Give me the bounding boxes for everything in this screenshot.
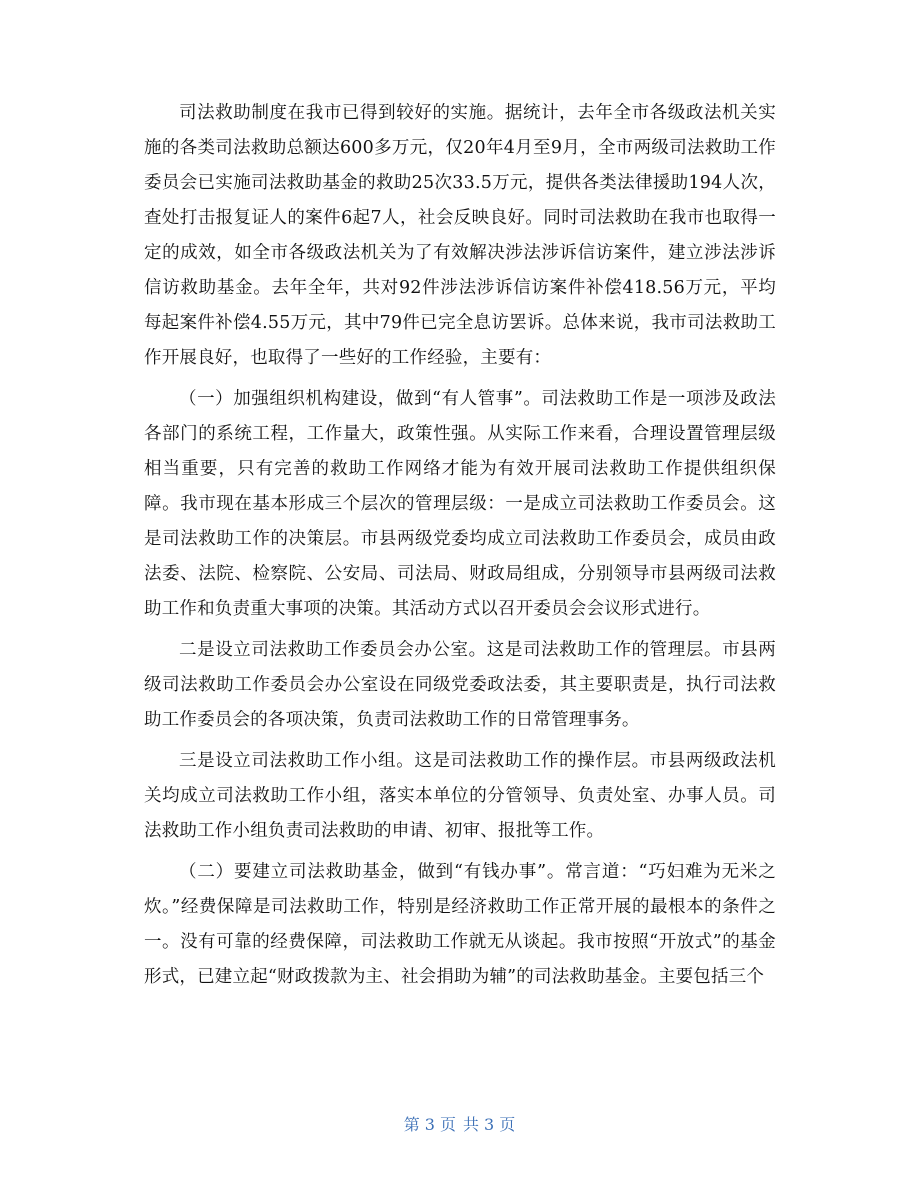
paragraph-2: （一）加强组织机构建设，做到“有人管事”。司法救助工作是一项涉及政法各部门的系统工程，工作量大，政策性强。从实际工作来看，合理设置管理层级相当重要，只有完善的救助工作网络才能为有效开展司法救助工作提供组织保障。我市现在基本形成三个层次的管理层级：一是成立司法救助工作委员会。这是司法救助工作的决策层。市县两级党委均成立司法救助工作委员会，成员由政法委、法院、检察院、公安局、司法局、财政局组成，分别领导市县两级司法救助工作和负责重大事项的决策。其活动方式以召开委员会会议形式进行。 bbox=[144, 389, 776, 619]
footer-suffix: 页 bbox=[499, 1115, 517, 1134]
paragraph-1: 司法救助制度在我市已得到较好的实施。据统计，去年全市各级政法机关实施的各类司法救助总额达600多万元，仅20年4月至9月，全市两级司法救助工作委员会已实施司法救助基金的救助25次33.5万元，提供各类法律援助194人次，查处打击报复证人的案件6起7人，社会反映良好。同时司法救助在我市也取得一定的成效，如全市各级政法机关为了有效解决涉法涉诉信访案件，建立涉法涉诉信访救助基金。去年全年，共对92件涉法涉诉信访案件补偿418.56万元，平均每起案件补偿4.55万元，其中79件已完全息访罢诉。总体来说，我市司法救助工作开展良好，也取得了一些好的工作经验，主要有： bbox=[144, 103, 776, 368]
paragraph-3: 二是设立司法救助工作委员会办公室。这是司法救助工作的管理层。市县两级司法救助工作委员会办公室设在同级党委政法委，其主要职责是，执行司法救助工作委员会的各项决策，负责司法救助工作的日常管理事务。 bbox=[144, 640, 776, 730]
paragraph-4: 三是设立司法救助工作小组。这是司法救助工作的操作层。市县两级政法机关均成立司法救助工作小组，落实本单位的分管领导、负责处室、办事人员。司法救助工作小组负责司法救助的申请、初审、报批等工作。 bbox=[144, 751, 776, 841]
footer-middle: 页 共 bbox=[439, 1115, 481, 1134]
paragraph-5: （二）要建立司法救助基金，做到“有钱办事”。常言道：“巧妇难为无米之炊。”经费保障是司法救助工作，特别是经济救助工作正常开展的最根本的条件之一。没有可靠的经费保障，司法救助工作就无从谈起。我市按照“开放式”的基金形式，已建立起“财政拨款为主、社会捐助为辅”的司法救助基金。主要包括三个 bbox=[144, 862, 776, 987]
document-body bbox=[144, 96, 776, 1001]
page-footer bbox=[0, 1112, 920, 1135]
footer-total-pages: 3 bbox=[484, 1115, 496, 1134]
footer-prefix: 第 bbox=[403, 1115, 421, 1134]
footer-page-number: 3 bbox=[424, 1115, 436, 1134]
